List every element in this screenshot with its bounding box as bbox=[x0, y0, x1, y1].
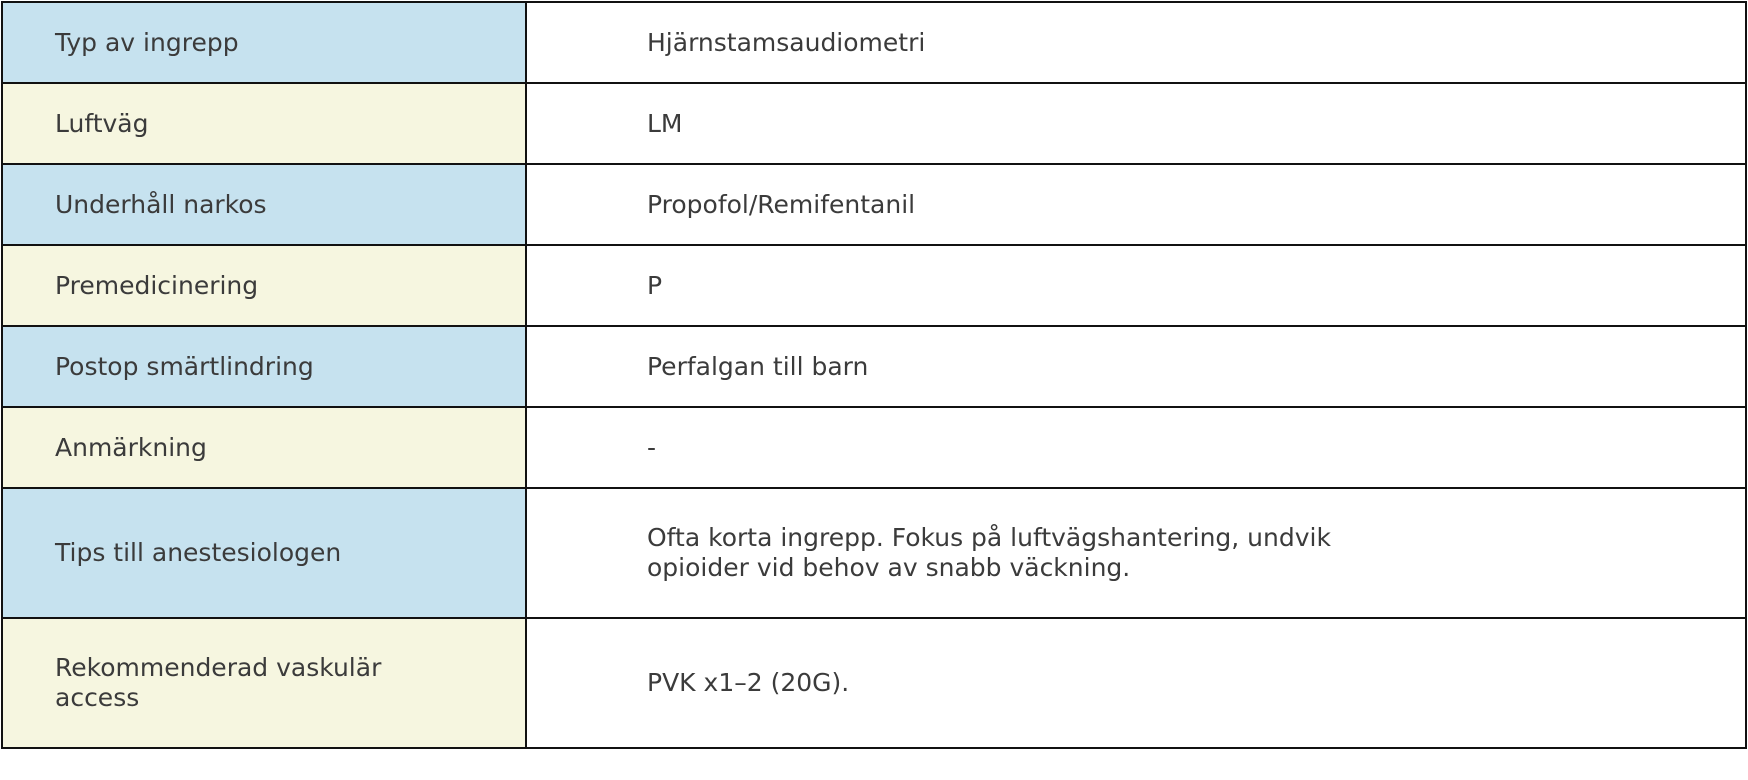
table-row bbox=[2, 83, 1746, 164]
row-value-text: PVK x1–2 (20G). bbox=[647, 668, 850, 697]
row-label: Anmärkning bbox=[2, 407, 526, 488]
row-value-text: Hjärnstamsaudiometri bbox=[647, 27, 926, 57]
row-value-text: Ofta korta ingrepp. Fokus på luftvägshantering, undvik opioider vid behov av snabb väckning. bbox=[647, 523, 1331, 582]
row-value bbox=[526, 326, 1746, 407]
row-label: Postop smärtlindring bbox=[2, 326, 526, 407]
row-value-text: LM bbox=[647, 108, 683, 138]
table-row bbox=[2, 164, 1746, 245]
row-value-text: Perfalgan till barn bbox=[647, 351, 869, 381]
table-row bbox=[2, 245, 1746, 326]
row-value-text: P bbox=[647, 270, 663, 300]
row-value bbox=[526, 164, 1746, 245]
row-value bbox=[526, 407, 1746, 488]
row-label: Typ av ingrepp bbox=[2, 2, 526, 83]
row-value bbox=[526, 618, 1746, 748]
row-value bbox=[526, 83, 1746, 164]
table-row bbox=[2, 2, 1746, 83]
row-value bbox=[526, 245, 1746, 326]
table-row bbox=[2, 407, 1746, 488]
row-value bbox=[526, 2, 1746, 83]
table-row bbox=[2, 488, 1746, 618]
info-table bbox=[1, 1, 1747, 749]
row-label: Tips till anestesiologen bbox=[2, 488, 526, 618]
row-label: Luftväg bbox=[2, 83, 526, 164]
row-value-text: Propofol/Remifentanil bbox=[647, 189, 916, 219]
table-row bbox=[2, 618, 1746, 748]
row-value bbox=[526, 488, 1746, 618]
row-label: Premedicinering bbox=[2, 245, 526, 326]
row-label: Underhåll narkos bbox=[2, 164, 526, 245]
table-row bbox=[2, 326, 1746, 407]
row-label bbox=[2, 618, 526, 748]
row-value-text: - bbox=[647, 432, 657, 462]
row-label-text: Rekommenderad vaskulär access bbox=[55, 653, 382, 712]
